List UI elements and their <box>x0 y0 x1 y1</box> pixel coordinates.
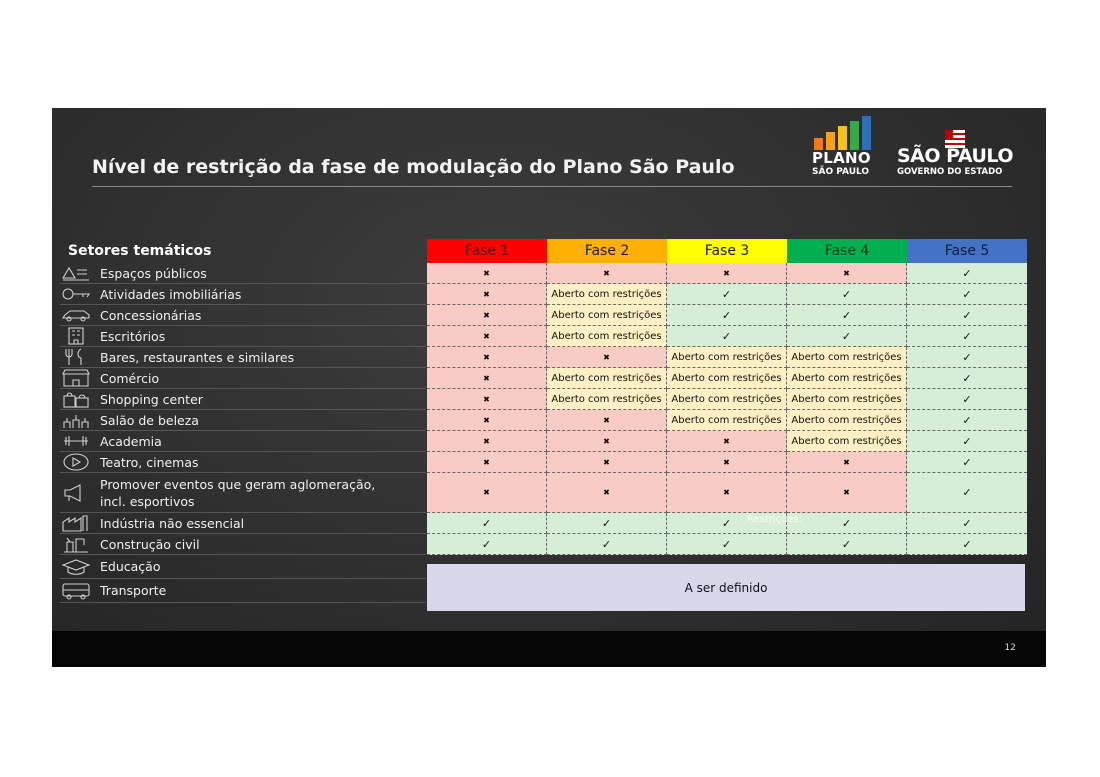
closed-icon: ✖ <box>427 305 547 326</box>
open-check-icon: ✓ <box>667 305 787 326</box>
sector-row <box>60 579 426 603</box>
closed-icon: ✖ <box>667 452 787 473</box>
sector-label: Comércio <box>100 370 160 386</box>
sector-row <box>60 263 426 284</box>
sector-label: Transporte <box>100 583 167 598</box>
closed-icon: ✖ <box>427 326 547 347</box>
sectors-heading: Setores temáticos <box>68 243 212 259</box>
closed-icon: ✖ <box>667 473 787 513</box>
open-check-icon: ✓ <box>667 534 787 555</box>
building-icon <box>61 327 91 345</box>
closed-icon: ✖ <box>787 473 907 513</box>
sector-label: Academia <box>100 433 162 449</box>
sector-row <box>60 534 426 555</box>
sector-row <box>60 410 426 431</box>
sector-row <box>60 326 426 347</box>
phase-table <box>427 239 1027 555</box>
sector-row <box>60 431 426 452</box>
phase-header <box>427 239 1027 263</box>
open-check-icon: ✓ <box>787 305 907 326</box>
store-icon <box>61 369 91 387</box>
closed-icon: ✖ <box>427 284 547 305</box>
table-row <box>427 452 1027 473</box>
closed-icon: ✖ <box>427 452 547 473</box>
phase-header-4: Fase 4 <box>787 239 907 263</box>
table-row <box>427 305 1027 326</box>
restricted-cell: Aberto com restrições <box>667 368 787 389</box>
sector-row <box>60 513 426 534</box>
open-check-icon: ✓ <box>907 410 1027 431</box>
open-check-icon: ✓ <box>907 305 1027 326</box>
plano-sao-paulo-logo <box>809 112 879 180</box>
closed-icon: ✖ <box>427 263 547 284</box>
closed-icon: ✖ <box>547 263 667 284</box>
car-icon <box>61 306 91 324</box>
phase-table-body <box>427 263 1027 555</box>
closed-icon: ✖ <box>427 347 547 368</box>
table-row <box>427 534 1027 555</box>
title-divider <box>92 186 1012 187</box>
sector-row <box>60 555 426 579</box>
closed-icon: ✖ <box>547 410 667 431</box>
open-check-icon: ✓ <box>787 326 907 347</box>
sector-row <box>60 305 426 326</box>
table-row <box>427 263 1027 284</box>
sector-label: Bares, restaurantes e similares <box>100 349 295 365</box>
slide-title: Nível de restrição da fase de modulação do Plano São Paulo <box>92 156 735 178</box>
closed-icon: ✖ <box>547 452 667 473</box>
shopping-bags-icon <box>61 390 91 408</box>
table-row <box>427 284 1027 305</box>
sector-row <box>60 368 426 389</box>
phase-header-5: Fase 5 <box>907 239 1027 263</box>
restricted-cell: Aberto com restrições <box>787 410 907 431</box>
phase-header-3: Fase 3 <box>667 239 787 263</box>
open-check-icon: ✓ <box>907 473 1027 513</box>
closed-icon: ✖ <box>787 452 907 473</box>
closed-icon: ✖ <box>547 347 667 368</box>
open-check-icon: ✓ <box>787 534 907 555</box>
open-check-icon: ✓ <box>907 326 1027 347</box>
closed-icon: ✖ <box>427 410 547 431</box>
key-icon <box>61 285 91 303</box>
sector-label: Escritórios <box>100 328 166 344</box>
table-row <box>427 326 1027 347</box>
table-row <box>427 368 1027 389</box>
restricted-cell: Aberto com restrições <box>547 389 667 410</box>
sp-logo-text: SÃO PAULO <box>897 145 1013 167</box>
plano-logo-subtext: SÃO PAULO <box>812 167 870 177</box>
restricted-cell: Aberto com restrições <box>787 368 907 389</box>
open-check-icon: ✓ <box>907 347 1027 368</box>
sector-label: Promover eventos que geram aglomeração, incl. esportivos <box>100 476 376 509</box>
to-be-defined-cell: A ser definido <box>427 564 1025 611</box>
sector-label: Teatro, cinemas <box>100 454 199 470</box>
governo-sp-logo <box>895 128 1020 180</box>
restricted-cell: Aberto com restrições <box>547 305 667 326</box>
sector-label: Construção civil <box>100 536 200 552</box>
closed-icon: ✖ <box>547 473 667 513</box>
open-check-icon: ✓ <box>907 368 1027 389</box>
table-row <box>427 347 1027 368</box>
phase-header-2: Fase 2 <box>547 239 667 263</box>
bar-chart-icon <box>814 116 874 150</box>
cutlery-icon <box>61 348 91 366</box>
factory-icon <box>61 514 91 532</box>
table-row <box>427 513 1027 534</box>
table-row <box>427 473 1027 513</box>
phase-header-1: Fase 1 <box>427 239 547 263</box>
restricted-cell: Aberto com restrições <box>667 347 787 368</box>
open-check-icon: ✓ <box>907 534 1027 555</box>
salon-icon <box>61 411 91 429</box>
open-check-icon: ✓ <box>787 513 907 534</box>
closed-icon: ✖ <box>547 431 667 452</box>
restricted-cell: Aberto com restrições <box>667 410 787 431</box>
play-icon <box>61 453 91 471</box>
sector-label: Concessionárias <box>100 307 202 323</box>
sector-label: Shopping center <box>100 391 203 407</box>
restricted-cell: Aberto com restrições <box>547 284 667 305</box>
open-check-icon: ✓ <box>907 284 1027 305</box>
graduation-cap-icon <box>61 558 91 576</box>
open-check-icon: ✓ <box>427 513 547 534</box>
closed-icon: ✖ <box>787 263 907 284</box>
plano-logo-text: PLANO <box>812 149 871 167</box>
sector-label: Educação <box>100 559 161 574</box>
open-check-icon: ✓ <box>547 513 667 534</box>
open-check-icon: ✓ <box>907 431 1027 452</box>
closed-icon: ✖ <box>427 473 547 513</box>
open-check-icon: ✓ <box>667 513 787 534</box>
open-check-icon: ✓ <box>907 452 1027 473</box>
table-row <box>427 431 1027 452</box>
sector-row <box>60 347 426 368</box>
open-check-icon: ✓ <box>787 284 907 305</box>
page-number: 12 <box>1004 643 1016 653</box>
restricted-cell: Aberto com restrições <box>787 431 907 452</box>
sector-label: Espaços públicos <box>100 265 207 281</box>
open-check-icon: ✓ <box>907 389 1027 410</box>
closed-icon: ✖ <box>667 431 787 452</box>
restrictions-overlay-label: Restrições: <box>747 514 803 525</box>
restricted-cell: Aberto com restrições <box>547 326 667 347</box>
megaphone-icon <box>61 484 91 502</box>
open-check-icon: ✓ <box>907 263 1027 284</box>
closed-icon: ✖ <box>667 263 787 284</box>
open-check-icon: ✓ <box>667 284 787 305</box>
slide <box>52 108 1046 667</box>
restricted-cell: Aberto com restrições <box>787 347 907 368</box>
table-row <box>427 389 1027 410</box>
restricted-cell: Aberto com restrições <box>547 368 667 389</box>
closed-icon: ✖ <box>427 368 547 389</box>
sector-label: Salão de beleza <box>100 412 199 428</box>
open-check-icon: ✓ <box>667 326 787 347</box>
sector-row <box>60 389 426 410</box>
slide-footer <box>52 631 1046 667</box>
restricted-cell: Aberto com restrições <box>667 389 787 410</box>
sector-label: Indústria não essencial <box>100 515 245 531</box>
sector-row <box>60 284 426 305</box>
table-row <box>427 410 1027 431</box>
open-check-icon: ✓ <box>427 534 547 555</box>
sector-row <box>60 473 426 513</box>
open-check-icon: ✓ <box>907 513 1027 534</box>
sp-logo-subtext: GOVERNO DO ESTADO <box>897 167 1003 177</box>
closed-icon: ✖ <box>427 389 547 410</box>
closed-icon: ✖ <box>427 431 547 452</box>
park-icon <box>61 264 91 282</box>
sector-label: Atividades imobiliárias <box>100 286 242 302</box>
sector-row <box>60 452 426 473</box>
bus-icon <box>61 582 91 600</box>
construction-icon <box>61 535 91 553</box>
restricted-cell: Aberto com restrições <box>787 389 907 410</box>
dumbbell-icon <box>61 432 91 450</box>
open-check-icon: ✓ <box>547 534 667 555</box>
